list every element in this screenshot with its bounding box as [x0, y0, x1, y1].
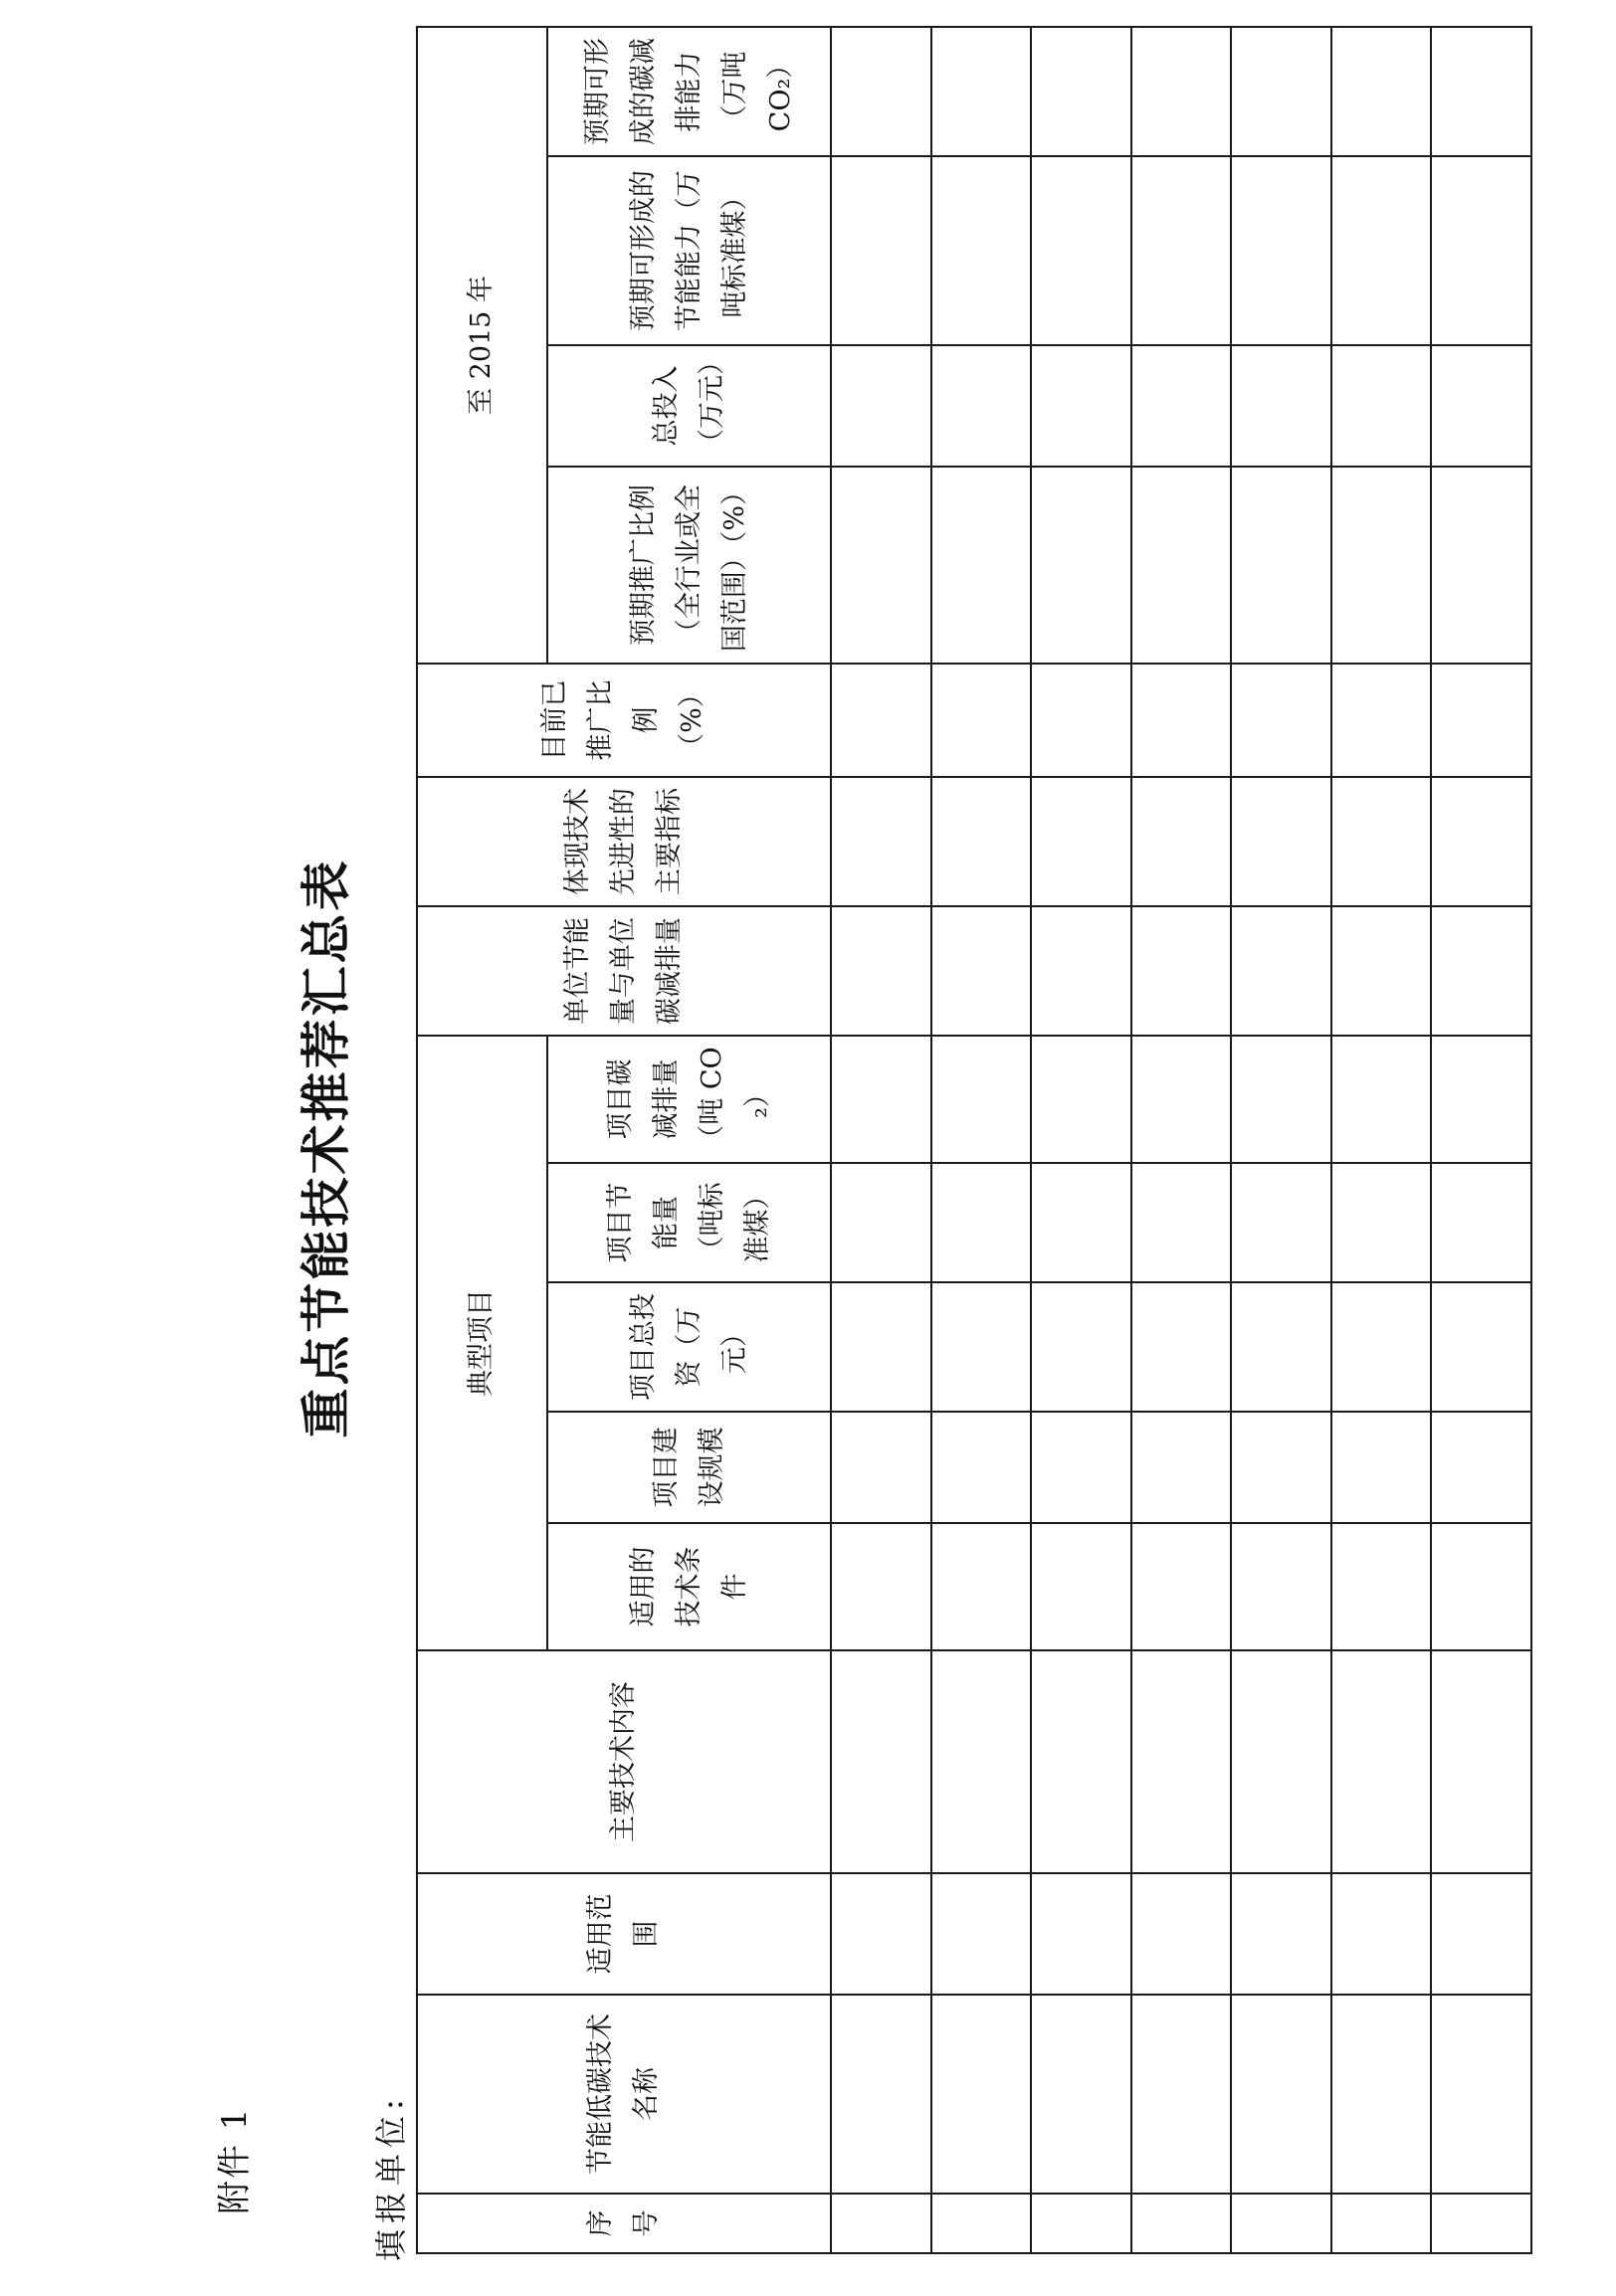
header-investment: 项目总投资（万元） — [547, 1282, 831, 1412]
table-cell[interactable] — [831, 27, 931, 156]
table-cell[interactable] — [1331, 1163, 1432, 1282]
table-cell[interactable] — [1331, 1523, 1432, 1650]
table-cell[interactable] — [831, 467, 931, 664]
table-cell[interactable] — [1231, 1650, 1331, 1873]
header-row-1 — [417, 27, 547, 2253]
table-cell[interactable] — [1431, 1282, 1531, 1412]
table-cell[interactable] — [931, 1412, 1032, 1523]
header-unit-saving: 单位节能量与单位碳减排量 — [417, 906, 831, 1036]
table-cell[interactable] — [1431, 1163, 1531, 1282]
table-cell[interactable] — [1031, 1650, 1131, 1873]
table-cell[interactable] — [1031, 664, 1131, 777]
table-cell[interactable] — [1031, 1523, 1131, 1650]
table-cell[interactable] — [1331, 777, 1432, 906]
table-cell[interactable] — [1331, 1650, 1432, 1873]
table-cell[interactable] — [1031, 1873, 1131, 1995]
header-to-2015: 至 2015 年 — [417, 27, 547, 664]
header-seq: 序号 — [417, 2194, 831, 2253]
table-cell[interactable] — [931, 156, 1032, 345]
table-cell[interactable] — [931, 777, 1032, 906]
table-cell[interactable] — [931, 906, 1032, 1036]
header-total-investment: 总投入（万元） — [547, 345, 831, 467]
table-cell[interactable] — [831, 2194, 931, 2253]
table-cell[interactable] — [931, 1650, 1032, 1873]
table-cell[interactable] — [1031, 1282, 1131, 1412]
table-cell[interactable] — [1331, 1036, 1432, 1163]
table-cell[interactable] — [1431, 156, 1531, 345]
table-cell[interactable] — [1231, 1523, 1331, 1650]
header-tech-name: 节能低碳技术名称 — [417, 1995, 831, 2194]
table-cell[interactable] — [1131, 467, 1232, 664]
table-cell[interactable] — [1231, 345, 1331, 467]
table-cell[interactable] — [1131, 1523, 1232, 1650]
table-cell[interactable] — [1331, 906, 1432, 1036]
table-cell[interactable] — [1431, 467, 1531, 664]
table-cell[interactable] — [831, 156, 931, 345]
table-row — [1331, 27, 1432, 2253]
table-cell[interactable] — [1231, 1995, 1331, 2194]
table-cell[interactable] — [1331, 2194, 1432, 2253]
header-carbon-reduction: 项目碳减排量（吨 CO₂） — [547, 1036, 831, 1163]
table-cell[interactable] — [931, 1873, 1032, 1995]
table-cell[interactable] — [831, 1036, 931, 1163]
table-row — [931, 27, 1032, 2253]
table-cell[interactable] — [1231, 664, 1331, 777]
table-cell[interactable] — [1231, 1163, 1331, 1282]
table-cell[interactable] — [1131, 1163, 1232, 1282]
table-cell[interactable] — [831, 1282, 931, 1412]
table-cell[interactable] — [931, 2194, 1032, 2253]
header-expected-carbon: 预期可形成的碳减排能力（万吨 CO₂） — [547, 27, 831, 156]
table-cell[interactable] — [1231, 1412, 1331, 1523]
header-conditions: 适用的技术条件 — [547, 1523, 831, 1650]
table-cell[interactable] — [1031, 1995, 1131, 2194]
table-cell[interactable] — [1331, 1995, 1432, 2194]
table-cell[interactable] — [1231, 2194, 1331, 2253]
header-scale: 项目建设规模 — [547, 1412, 831, 1523]
table-cell[interactable] — [1231, 27, 1331, 156]
table-cell[interactable] — [1031, 467, 1131, 664]
table-cell[interactable] — [1331, 467, 1432, 664]
table-cell[interactable] — [1031, 777, 1131, 906]
table-cell[interactable] — [931, 467, 1032, 664]
table-cell[interactable] — [1031, 27, 1131, 156]
header-indicators: 体现技术先进性的主要指标 — [417, 777, 831, 906]
table-cell[interactable] — [831, 1412, 931, 1523]
table-cell[interactable] — [1231, 467, 1331, 664]
table-cell[interactable] — [1131, 156, 1232, 345]
table-cell[interactable] — [1231, 777, 1331, 906]
table-cell[interactable] — [1231, 1282, 1331, 1412]
table-cell[interactable] — [831, 777, 931, 906]
table-cell[interactable] — [831, 906, 931, 1036]
table-cell[interactable] — [831, 1523, 931, 1650]
table-cell[interactable] — [1331, 1282, 1432, 1412]
table-cell[interactable] — [1331, 664, 1432, 777]
table-cell[interactable] — [831, 345, 931, 467]
table-cell[interactable] — [1231, 156, 1331, 345]
table-cell[interactable] — [1031, 2194, 1131, 2253]
table-cell[interactable] — [1131, 1995, 1232, 2194]
table-row — [1031, 27, 1131, 2253]
table-cell[interactable] — [1131, 1282, 1232, 1412]
table-cell[interactable] — [1431, 2194, 1531, 2253]
table-cell[interactable] — [931, 345, 1032, 467]
header-energy-saving: 项目节能量（吨标准煤） — [547, 1163, 831, 1282]
table-cell[interactable] — [931, 664, 1032, 777]
table-row — [1231, 27, 1331, 2253]
table-cell[interactable] — [1031, 1163, 1131, 1282]
table-cell[interactable] — [931, 1036, 1032, 1163]
table-cell[interactable] — [1031, 1036, 1131, 1163]
header-scope: 适用范围 — [417, 1873, 831, 1995]
table-cell[interactable] — [1231, 1873, 1331, 1995]
table-cell[interactable] — [1331, 345, 1432, 467]
table-cell[interactable] — [1131, 1036, 1232, 1163]
table-cell[interactable] — [1131, 777, 1232, 906]
header-main-content: 主要技术内容 — [417, 1650, 831, 1873]
table-cell[interactable] — [931, 1995, 1032, 2194]
table-cell[interactable] — [1031, 1412, 1131, 1523]
table-cell[interactable] — [1331, 1412, 1432, 1523]
table-cell[interactable] — [931, 1163, 1032, 1282]
table-row — [1431, 27, 1531, 2253]
table-cell[interactable] — [1331, 1873, 1432, 1995]
table-cell[interactable] — [831, 1995, 931, 2194]
table-cell[interactable] — [1431, 1650, 1531, 1873]
page-title: 重点节能技术推荐汇总表 — [297, 858, 355, 1438]
table-cell[interactable] — [1431, 1036, 1531, 1163]
table-row — [1131, 27, 1232, 2253]
table-cell[interactable] — [1431, 1412, 1531, 1523]
table-cell[interactable] — [1431, 777, 1531, 906]
table-cell[interactable] — [1231, 1036, 1331, 1163]
table-cell[interactable] — [1331, 27, 1432, 156]
table-cell[interactable] — [1331, 156, 1432, 345]
header-typical-projects: 典型项目 — [417, 1036, 547, 1650]
header-expected-ratio: 预期推广比例（全行业或全国范围）（%） — [547, 467, 831, 664]
table-cell[interactable] — [1431, 27, 1531, 156]
table-cell[interactable] — [1431, 1873, 1531, 1995]
table-cell[interactable] — [931, 27, 1032, 156]
table-cell[interactable] — [1031, 906, 1131, 1036]
table-cell[interactable] — [1131, 906, 1232, 1036]
summary-table — [416, 26, 1532, 2254]
table-cell[interactable] — [1031, 345, 1131, 467]
table-cell[interactable] — [1231, 906, 1331, 1036]
table-row — [831, 27, 931, 2253]
header-current-ratio: 目前已推广比例（%） — [417, 664, 831, 777]
attachment-label: 附件 1 — [215, 2106, 255, 2214]
table-cell[interactable] — [1131, 27, 1232, 156]
table-cell[interactable] — [831, 664, 931, 777]
table-cell[interactable] — [931, 1523, 1032, 1650]
table-cell[interactable] — [1131, 345, 1232, 467]
table-cell[interactable] — [1031, 156, 1131, 345]
table-cell[interactable] — [831, 1873, 931, 1995]
table-cell[interactable] — [1131, 1873, 1232, 1995]
table-cell[interactable] — [831, 1163, 931, 1282]
filler-unit-label: 填报单位: — [372, 2093, 410, 2261]
table-cell[interactable] — [1131, 1650, 1232, 1873]
table-cell[interactable] — [1131, 664, 1232, 777]
table-cell[interactable] — [831, 1650, 931, 1873]
table-cell[interactable] — [1431, 664, 1531, 777]
header-expected-saving: 预期可形成的节能能力（万吨标准煤） — [547, 156, 831, 345]
table-cell[interactable] — [1131, 1412, 1232, 1523]
table-cell[interactable] — [931, 1282, 1032, 1412]
table-cell[interactable] — [1431, 345, 1531, 467]
table-cell[interactable] — [1431, 906, 1531, 1036]
table-cell[interactable] — [1431, 1523, 1531, 1650]
table-cell[interactable] — [1131, 2194, 1232, 2253]
table-cell[interactable] — [1431, 1995, 1531, 2194]
